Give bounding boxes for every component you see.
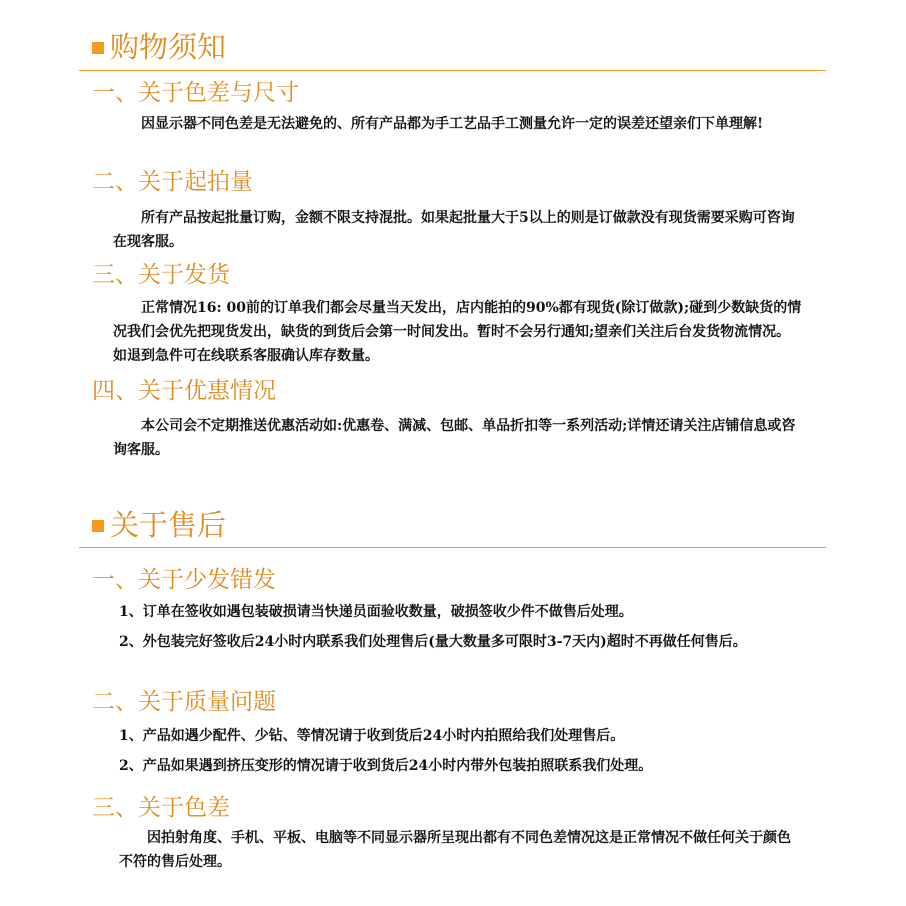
missing-wrong-item-2: 2、外包装完好签收后24小时内联系我们处理售后(量大数量多可限时3-7天内)超时不再做任何售后。 [119, 634, 747, 650]
square-bullet-icon [92, 520, 104, 532]
quality-item-1: 1、产品如遇少配件、少钻、等情况请于收到货后24小时内拍照给我们处理售后。 [119, 728, 625, 744]
after-sales-title: 关于售后 [110, 508, 227, 542]
quality-item-2: 2、产品如果遇到挤压变形的情况请于收到货后24小时内带外包装拍照联系我们处理。 [119, 758, 653, 774]
quality-heading: 二、关于质量问题 [92, 689, 276, 715]
color-diff-heading: 三、关于色差 [92, 795, 230, 821]
color-size-text: 因显示器不同色差是无法避免的、所有产品都为手工艺品手工测量允许一定的误差还望亲们下单理解! [141, 116, 764, 132]
square-bullet-icon [92, 42, 104, 54]
shipping-text: 正常情况16: 00前的订单我们都会尽量当天发出，店内能拍的90%都有现货(除订做款);碰到少数缺货的情况我们会优先把现货发出，缺货的到货后会第一时间发出。暂时不会另行通知;望亲们关注后台发货物流情况。如退到急件可在线联系客服确认库存数量。 [113, 300, 802, 364]
missing-wrong-heading: 一、关于少发错发 [92, 567, 276, 593]
min-order-heading: 二、关于起拍量 [92, 169, 253, 195]
color-size-heading: 一、关于色差与尺寸 [92, 80, 299, 106]
missing-wrong-item-1: 1、订单在签收如遇包装破损请当快递员面验收数量，破损签收少件不做售后处理。 [119, 604, 633, 620]
shopping-notice-header [79, 22, 826, 71]
discount-text: 本公司会不定期推送优惠活动如:优惠卷、满减、包邮、单品折扣等一系列活动;详情还请关注店铺信息或咨询客服。 [113, 418, 796, 458]
shopping-notice-title: 购物须知 [110, 30, 227, 64]
after-sales-header [79, 499, 826, 548]
shipping-heading: 三、关于发货 [92, 262, 230, 288]
min-order-text: 所有产品按起批量订购，金额不限支持混批。如果起批量大于5以上的则是订做款没有现货需要采购可咨询在现客服。 [113, 210, 795, 250]
discount-heading: 四、关于优惠情况 [92, 378, 276, 404]
color-diff-text: 因拍射角度、手机、平板、电脑等不同显示器所呈现出都有不同色差情况这是正常情况不做任何关于颜色不符的售后处理。 [119, 830, 791, 870]
